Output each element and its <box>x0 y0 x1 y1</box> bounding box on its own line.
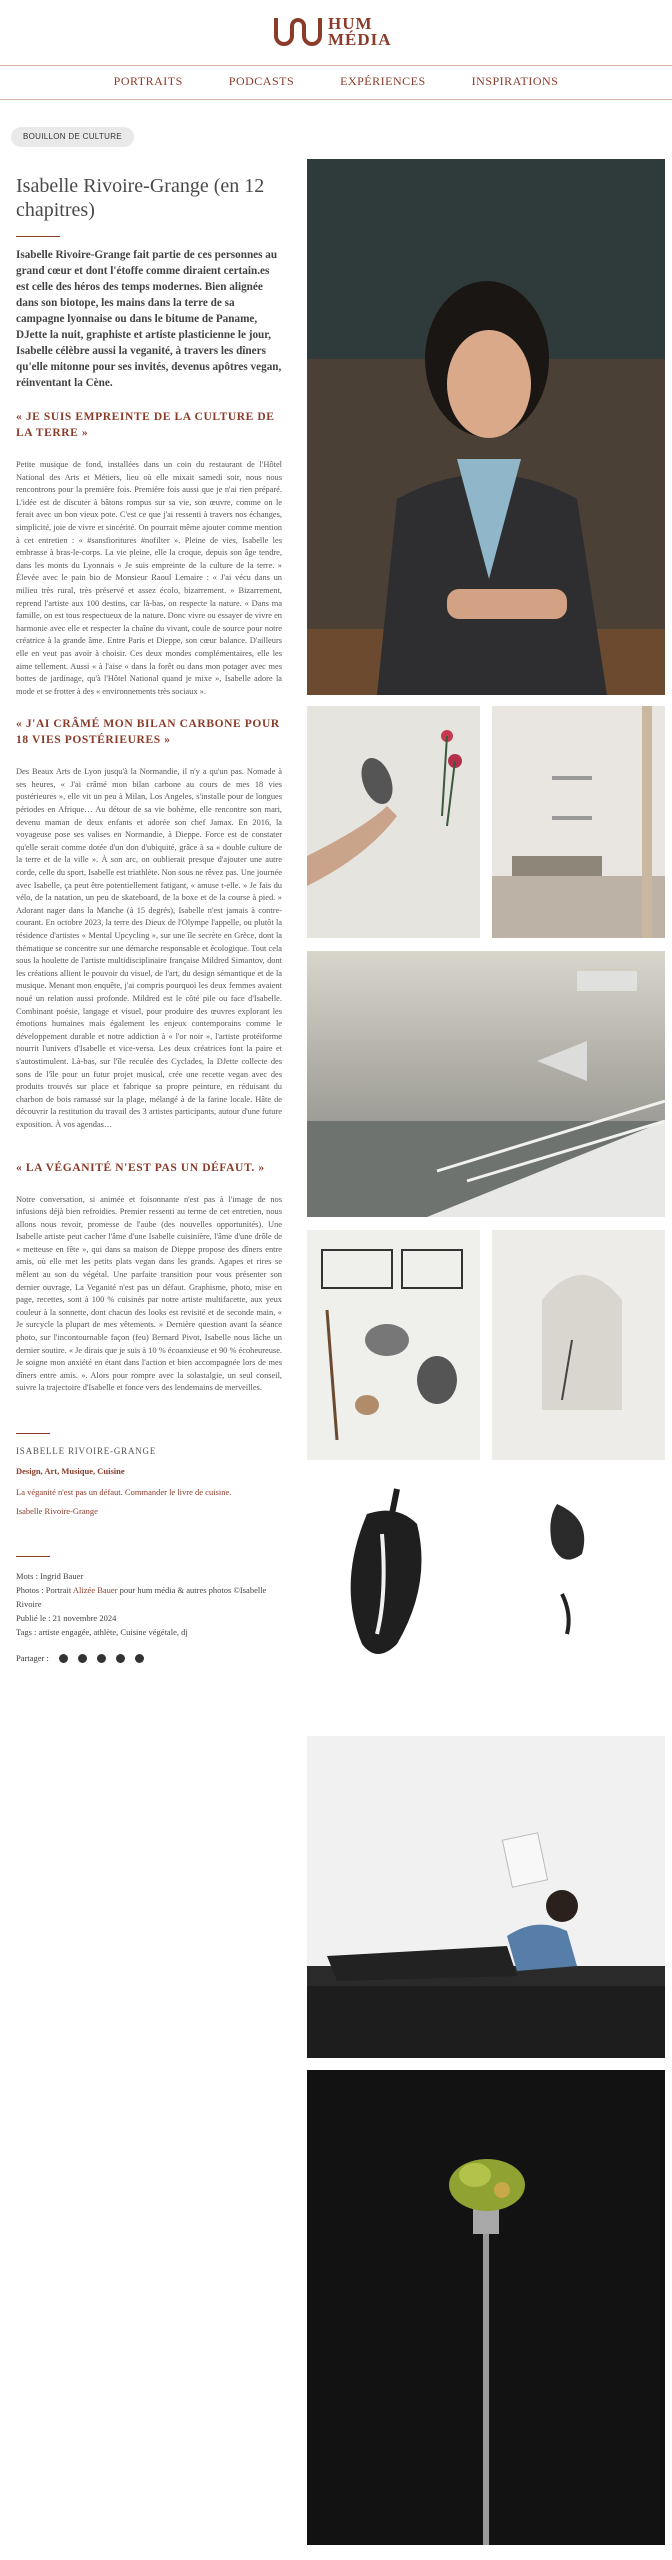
hum-logo-icon <box>272 12 322 52</box>
portrait-illustration <box>307 159 665 695</box>
photos-text-2: pour hum média & autres photos ©Isabelle Rivoire <box>16 1585 267 1609</box>
nav-inspirations[interactable]: INSPIRATIONS <box>471 74 559 88</box>
title-divider <box>16 236 60 237</box>
meta-divider <box>16 1556 50 1557</box>
niche-illustration <box>492 1230 665 1460</box>
nav-podcasts[interactable]: PODCASTS <box>228 74 295 88</box>
section-title-2: « J'AI CRÂMÉ MON BILAN CARBONE POUR 18 VIES POSTÉRIEURES » <box>16 718 280 747</box>
bio-person-link[interactable]: Isabelle Rivoire-Grange <box>16 1506 98 1516</box>
words-credit <box>16 1569 282 1583</box>
section-text-3: Notre conversation, si animée et foisonnante n'est pas à l'image de nos infusions déjà bien refroidies. Premier ressenti au terme de cet entretien, nous allons nous revoir, promesse de l'aube (des nouvelles opportunités). Une Isabelle artiste peut cacher l'âme d'une Isabelle cuisinière, l'âme d'une drôle de « metteuse en fête », qui dans sa maison de Dieppe propose des dîners entre amis, où elle met les petits plats vegan dans les grands. Agapes et rires se mêlent au son du végétal. Une parfaite transition pour vous présenter son dernier ouvrage, La Veganité n'est pas un défaut. Graphisme, photo, mise en page, recettes, sont à 100 % cuisinés par notre artiste multifacette, aux yeux couleur à la sonnette, dont chacun des looks est revisité et de seconde main, « Je surcycle la plupart de mes vêtements. » Dernière question avant la séance photo, sur l'incontournable façon (feu) Bernard Pivot, Isabelle nous lâche un dernier soutire. « Je dirais que je suis à 10 % écoanxieuse et 90 % écoheureuse. Je soigne mon anxiété en étant dans l'action et bien accompagnée lors de mes dîners entre amis. ». Alors pour rompre avec la solastalgie, un seul conseil, suivre la trajectoire d'Isabelle et fonce vers des lendemains de merveilles. <box>16 1194 282 1393</box>
linkedin-icon[interactable] <box>116 1654 125 1663</box>
hand-stone-photo <box>307 706 480 938</box>
section-title-1: « JE SUIS EMPREINTE DE LA CULTURE DE LA TERRE » <box>16 411 275 439</box>
reading-illustration <box>307 1736 665 2058</box>
ship-deck-illustration <box>307 951 665 1217</box>
photos-author-link[interactable]: Alizée Bauer <box>72 1585 118 1595</box>
reading-photo <box>307 1736 665 2058</box>
article-column <box>16 174 282 1663</box>
mail-icon[interactable] <box>135 1654 144 1663</box>
site-header <box>0 0 672 66</box>
pinterest-icon[interactable] <box>97 1654 106 1663</box>
main-nav <box>0 66 672 100</box>
credits <box>16 1569 282 1639</box>
nav-experiences[interactable]: EXPÉRIENCES <box>340 74 426 88</box>
tags-list[interactable]: Tags : artiste engagée, athlète, Cuisine végétale, dj <box>16 1627 188 1637</box>
section-text-1: Petite musique de fond, installées dans un coin du restaurant de l'Hôtel National des Arts et Métiers, lieu où elle mixait samedi soir, nous nous rencontrons pour la première fois. Première fois aussi que je n'ai rien préparé. L'idée est de discuter à bâtons rompus sur sa vie, son œuvre, comme on le ferait avec un bon vieux pote. C'est ce que j'ai ressenti à travers nos échanges, simplicité, joie de vivre et sincérité. On pourrait même ajouter comme mention à cet entretien : « #sansfioritures #nofilter ». Pleine de vies, Isabelle les embrasse à bras-le-corps. La vie pleine, elle la croque, depuis son âge tendre, dans les monts du Lyonnais « Je suis empreinte de la culture de la terre. » Élevée avec le pain bio de Monsieur Raoul Lemaire : « J'ai vécu dans un milieu très rural, très préservé et assez écolo, bizarrement. » Bizarrement, reprend l'artiste aux 100 destins, car là-bas, on respecte la nature. « Dans ma famille, on est tous respectueux de la nature. Donc vivre ou essayer de vivre en harmonie avec elle et respecter la chaîne du vivant, coule de source pour notre créatrice à la grande âme. Entre Paris et Dieppe, son cœur balance. D'ailleurs elle en veut pas avoir à choisir. Ces deux mondes complémentaires, elle les aime tellement. Aussi « à l'aise « dans la forêt ou dans mon potager avec mes bottes de jardinage, qu'à l'Hôtel National quand je mixe », Isabelle adore la mode et se frotter à des « environnements très sociaux ». <box>16 460 282 696</box>
words-label: Mots : <box>16 1571 38 1581</box>
objects-photo <box>307 1230 480 1460</box>
section-text-2: Des Beaux Arts de Lyon jusqu'à la Normandie, il n'y a qu'un pas. Nomade à ses heures, « J'ai crâmé mon bilan carbone au cours de mes 18 vies postérieures », elle vit un peu à Milan, Los Angeles, s'installe pour de longues périodes en Afrique… Au détour de sa vie bohème, elle rencontre son mari, devenu maman de deux enfants et adorée son chef Jamax. En 2016, la voyageuse pose ses valises en Normandie, à Dieppe. Force est de constater qu'elle serait comme dotée d'un don d'ubiquité, grâce à sa « double culture de la terre et de la ville ». À son arc, on oublierait presque d'ajouter une autre corde, celle du sport, Isabelle est triathlète. Non sous ne rêvez pas. Une journée avec Isabelle, ça peut être potentiellement fatigant, « amuse t-elle. » Je fais du vélo, de la natation, un peu de skateboard, de la boxe et de la course à pied. » Adorant nager dans la Manche (à 15 degrés), Isabelle n'est jamais à contre-courant. En octobre 2023, la terre des Dieux de l'Olympe l'appelle, ou plutôt la résidence d'artistes « Mental Upcycling », sur une île secrète en Grèce, dont la thématique se concentre sur une démarche responsable et écologique. Tout cela sous la houlette de l'artiste multidisciplinaire française Mildred Simantov, dont les créations allient le pouvoir du visuel, de l'art, du design sémantique et de la musique. Menant mon enquête, j'ai compris pourquoi les deux femmes avaient noué un relation aussi profonde. Mildred est le côté pile ou face d'Isabelle. Combinant poésie, langage et visuel, pour produire des œuvres explorant les émotions humaines mais également les enjeux contemporains comme le développement durable et notre addiction à « l'or noir », l'artiste protéiforme nourrit l'univers d'Isabelle et vice-versa. Les deux créatrices font la paire et s'autostimulent. Là-bas, sur l'île reculée des Cyclades, la DJette collecte des sons de l'île pour un futur projet musical, crée une recette vegan avec des produits trouvés sur place et fabrique sa propre peinture, en réduisant du charbon de bois ramassé sur la plage, mélangé à de la farine locale. Hâte de découvrir la restitution du travail des 3 artistes participants, autour d'une future exposition. À vos agendas… <box>16 767 282 1129</box>
logo-line-1: HUM <box>328 14 373 33</box>
article-lead: Isabelle Rivoire-Grange fait partie de ces personnes au grand cœur et dont l'étoffe comme diraient certain.es est celle des héros des temps modernes. Bien alignée dans son biotope, les mains dans la terre de sa campagne lyonnaise ou dans le bitume de Paname, DJette la nuit, graphiste et artiste plasticienne le jour, Isabelle célèbre aussi la veganité, à travers les dîners qu'elle mitonne pour ses invités, devenus apôtres vegan, réinventant la Cène. <box>16 249 282 389</box>
nav-portraits[interactable]: PORTRAITS <box>113 74 183 88</box>
fork-illustration <box>307 2070 665 2545</box>
category-tag[interactable]: BOUILLON DE CULTURE <box>11 127 134 147</box>
bio-categories[interactable]: Design, Art, Musique, Cuisine <box>16 1466 125 1476</box>
ship-deck-photo <box>307 951 665 1217</box>
words-author: Ingrid Bauer <box>40 1571 84 1581</box>
pepper-drawing <box>307 1474 665 1674</box>
logo[interactable] <box>272 12 392 52</box>
pepper-illustration <box>307 1474 665 1674</box>
fork-photo <box>307 2070 665 2545</box>
published-date: Publié le : 21 novembre 2024 <box>16 1613 117 1623</box>
portrait-photo <box>307 159 665 695</box>
section-title-3: « LA VÉGANITÉ N'EST PAS UN DÉFAUT. » <box>16 1161 265 1174</box>
shelf-illustration <box>492 706 665 938</box>
article-title: Isabelle Rivoire-Grange (en 12 chapitres) <box>16 175 265 221</box>
shelf-photo <box>492 706 665 938</box>
share-label: Partager : <box>16 1653 49 1663</box>
facebook-icon[interactable] <box>59 1654 68 1663</box>
objects-illustration <box>307 1230 480 1460</box>
share-bar <box>16 1653 282 1663</box>
bio-book-link[interactable]: La véganité n'est pas un défaut. Commander le livre de cuisine. <box>16 1487 232 1497</box>
photos-text-1: Portrait <box>45 1585 72 1595</box>
photos-label: Photos : <box>16 1585 44 1595</box>
bio-divider <box>16 1433 50 1434</box>
hand-stone-illustration <box>307 706 480 938</box>
bio-name: ISABELLE RIVOIRE-GRANGE <box>16 1446 157 1456</box>
twitter-icon[interactable] <box>78 1654 87 1663</box>
logo-line-2: MÉDIA <box>328 30 392 49</box>
photos-credit <box>16 1583 282 1611</box>
niche-photo <box>492 1230 665 1460</box>
